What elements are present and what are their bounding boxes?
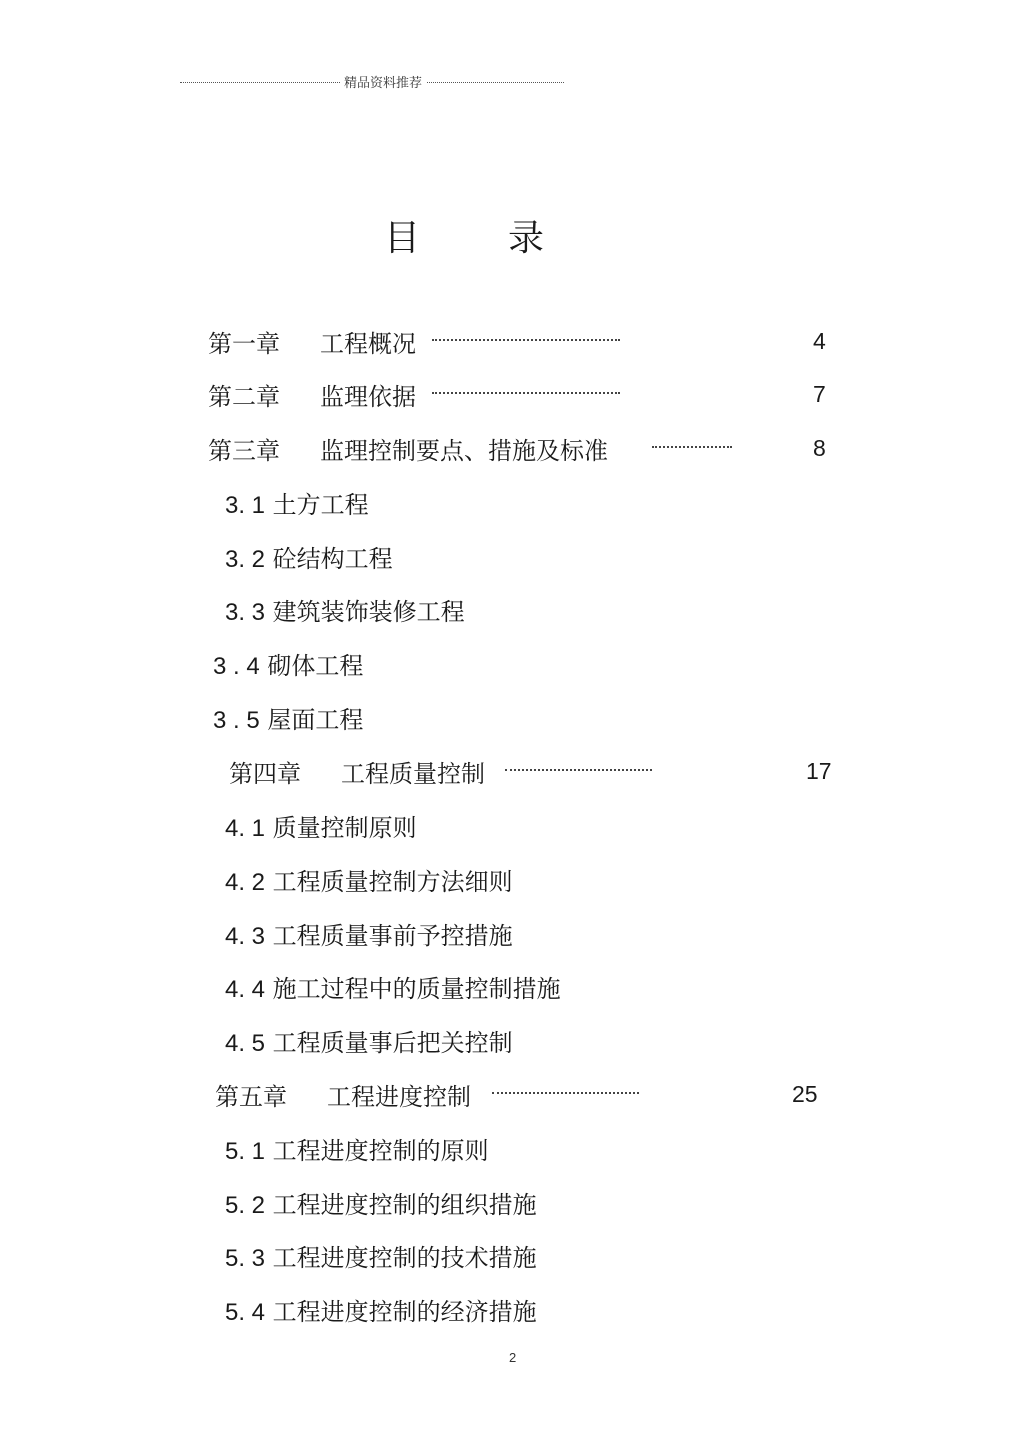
toc-title (384, 210, 544, 261)
toc-section-5-2[interactable] (225, 1185, 537, 1220)
toc-chapter-4[interactable] (229, 754, 485, 789)
chapter-page-number: 17 (806, 758, 832, 784)
toc-section-4-4[interactable] (225, 969, 561, 1004)
section-number: 5. 3 (225, 1245, 266, 1272)
section-number: 3. 1 (225, 492, 266, 519)
chapter-number: 第三章 (208, 437, 280, 465)
toc-chapter-1[interactable] (208, 324, 416, 359)
section-title: 工程质量事后把关控制 (272, 1029, 513, 1057)
section-title: 土方工程 (272, 491, 369, 519)
toc-title-char-2: 录 (508, 218, 545, 259)
toc-chapter-5[interactable] (215, 1077, 471, 1112)
page-number: 2 (509, 1350, 517, 1365)
chapter-title: 工程概况 (320, 330, 416, 358)
toc-section-4-3[interactable] (225, 916, 513, 951)
chapter-title: 监理依据 (320, 383, 416, 411)
toc-section-5-3[interactable] (225, 1238, 537, 1273)
section-number: 4. 5 (225, 1030, 266, 1057)
leader-dots (492, 1092, 639, 1094)
toc-title-char-1: 目 (384, 218, 421, 259)
chapter-number: 第五章 (215, 1083, 287, 1111)
toc-chapter-3[interactable] (208, 431, 608, 466)
chapter-title: 监理控制要点、措施及标准 (320, 437, 608, 465)
toc-section-3-2[interactable] (225, 539, 393, 574)
section-number: 3 . 5 (213, 707, 260, 734)
toc-section-3-4[interactable] (213, 646, 363, 681)
chapter-page-number: 25 (792, 1081, 818, 1107)
toc-section-4-2[interactable] (225, 862, 513, 897)
section-title: 工程进度控制的经济措施 (272, 1298, 537, 1326)
section-number: 4. 4 (225, 976, 266, 1003)
toc-section-5-4[interactable] (225, 1292, 537, 1327)
toc-section-5-1[interactable] (225, 1131, 489, 1166)
chapter-page-number: 7 (813, 381, 826, 407)
section-title: 建筑装饰装修工程 (272, 598, 465, 626)
section-title: 工程进度控制的技术措施 (272, 1244, 537, 1272)
toc-chapter-2[interactable] (208, 377, 416, 412)
section-title: 工程质量控制方法细则 (272, 868, 513, 896)
section-title: 质量控制原则 (272, 814, 417, 842)
toc-section-3-1[interactable] (225, 485, 369, 520)
section-title: 砌体工程 (267, 652, 364, 680)
leader-dots (432, 339, 620, 341)
toc-section-3-3[interactable] (225, 592, 465, 627)
chapter-page-number: 8 (813, 435, 826, 461)
leader-dots (652, 446, 732, 448)
section-number: 4. 3 (225, 923, 266, 950)
toc-section-4-1[interactable] (225, 808, 417, 843)
toc-section-3-5[interactable] (213, 700, 363, 735)
leader-dots (505, 769, 652, 771)
chapter-title: 工程进度控制 (327, 1083, 471, 1111)
section-title: 屋面工程 (267, 706, 364, 734)
chapter-number: 第一章 (208, 330, 280, 358)
chapter-page-number: 4 (813, 328, 826, 354)
section-title: 砼结构工程 (272, 545, 393, 573)
section-number: 3 . 4 (213, 653, 260, 680)
section-number: 5. 1 (225, 1138, 266, 1165)
section-title: 工程质量事前予控措施 (272, 922, 513, 950)
chapter-number: 第二章 (208, 383, 280, 411)
section-number: 3. 3 (225, 599, 266, 626)
section-number: 5. 2 (225, 1192, 266, 1219)
section-title: 工程进度控制的原则 (272, 1137, 489, 1165)
section-number: 3. 2 (225, 546, 266, 573)
section-number: 4. 2 (225, 869, 266, 896)
section-number: 5. 4 (225, 1299, 266, 1326)
section-number: 4. 1 (225, 815, 266, 842)
header-text: 精品资料推荐 (340, 72, 426, 91)
chapter-number: 第四章 (229, 760, 301, 788)
section-title: 工程进度控制的组织措施 (272, 1191, 537, 1219)
section-title: 施工过程中的质量控制措施 (272, 975, 561, 1003)
leader-dots (432, 392, 620, 394)
toc-section-4-5[interactable] (225, 1023, 513, 1058)
chapter-title: 工程质量控制 (341, 760, 485, 788)
